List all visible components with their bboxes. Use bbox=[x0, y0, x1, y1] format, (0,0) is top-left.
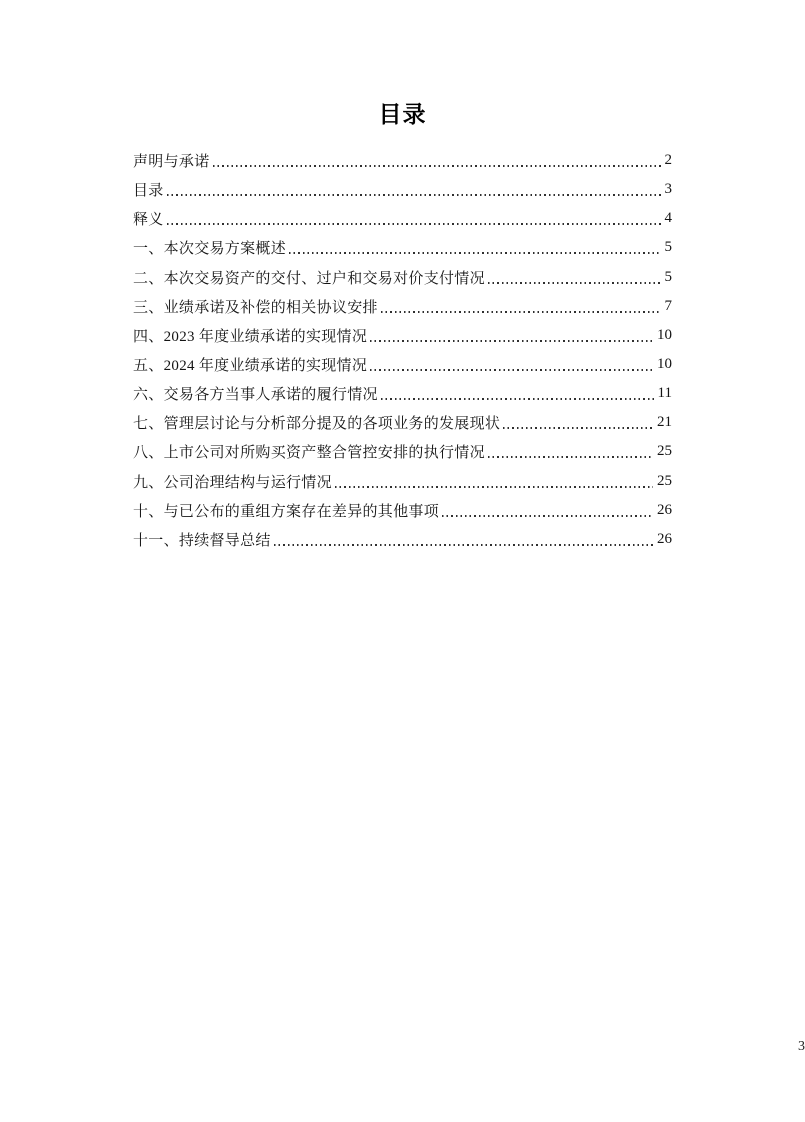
toc-entry[interactable] bbox=[133, 496, 672, 525]
toc-entry-page: 5 bbox=[664, 268, 672, 285]
toc-dot-leader bbox=[488, 456, 653, 458]
toc-dot-leader bbox=[442, 515, 653, 517]
toc-entry[interactable] bbox=[133, 204, 672, 233]
toc-entry[interactable] bbox=[133, 321, 672, 350]
toc-dot-leader bbox=[370, 369, 653, 371]
footer-page-number: 3 bbox=[798, 1039, 805, 1054]
page-title: 目录 bbox=[378, 101, 427, 127]
toc-dot-leader bbox=[167, 223, 661, 225]
toc-dot-leader bbox=[213, 165, 661, 167]
toc-entry[interactable] bbox=[133, 379, 672, 408]
toc-dot-leader bbox=[381, 311, 661, 313]
toc-entry[interactable] bbox=[133, 437, 672, 466]
toc-entry[interactable] bbox=[133, 233, 672, 262]
toc-entry[interactable] bbox=[133, 408, 672, 437]
toc-entry[interactable] bbox=[133, 350, 672, 379]
toc-entry-page: 2 bbox=[664, 152, 672, 169]
toc-entry-page: 10 bbox=[657, 326, 672, 343]
toc-dot-leader bbox=[289, 252, 660, 254]
toc-entry-page: 11 bbox=[657, 385, 672, 402]
toc-entry-page: 7 bbox=[664, 297, 672, 314]
toc-entry[interactable] bbox=[133, 525, 672, 554]
toc-entry-page: 25 bbox=[657, 472, 672, 489]
toc-entry-page: 10 bbox=[657, 356, 672, 373]
toc-dot-leader bbox=[370, 340, 653, 342]
toc-entry-label: 释义 bbox=[133, 212, 164, 229]
toc-entry-label: 八、上市公司对所购买资产整合管控安排的执行情况 bbox=[133, 445, 485, 462]
toc-entry-label: 五、2024 年度业绩承诺的实现情况 bbox=[133, 358, 368, 375]
toc-entry-page: 3 bbox=[664, 181, 672, 198]
toc-entry-page: 26 bbox=[657, 501, 672, 518]
toc-dot-leader bbox=[167, 194, 661, 196]
toc-dot-leader bbox=[335, 486, 653, 488]
toc-entry[interactable] bbox=[133, 263, 672, 292]
toc-dot-leader bbox=[274, 544, 653, 546]
toc-dot-leader bbox=[488, 282, 661, 284]
toc-entry[interactable] bbox=[133, 175, 672, 204]
toc-entry[interactable] bbox=[133, 146, 672, 175]
toc-dot-leader bbox=[503, 427, 653, 429]
toc-entry-label: 十一、持续督导总结 bbox=[133, 532, 271, 549]
toc-entry-page: 4 bbox=[664, 210, 672, 227]
toc-entry-page: 25 bbox=[657, 443, 672, 460]
toc-entry-label: 一、本次交易方案概述 bbox=[133, 241, 287, 258]
toc-entry-label: 六、交易各方当事人承诺的履行情况 bbox=[133, 387, 378, 404]
toc-entry-label: 十、与已公布的重组方案存在差异的其他事项 bbox=[133, 503, 440, 520]
toc-entry-page: 5 bbox=[664, 239, 672, 256]
toc-entry-label: 目录 bbox=[133, 183, 164, 200]
toc-entry-label: 七、管理层讨论与分析部分提及的各项业务的发展现状 bbox=[133, 416, 501, 433]
toc-entry-label: 三、业绩承诺及补偿的相关协议安排 bbox=[133, 299, 378, 316]
toc-entry-page: 26 bbox=[657, 530, 672, 547]
toc-dot-leader bbox=[381, 398, 654, 400]
toc-entry[interactable] bbox=[133, 467, 672, 496]
toc-entry-label: 九、公司治理结构与运行情况 bbox=[133, 474, 332, 491]
toc-entry-label: 声明与承诺 bbox=[133, 154, 210, 171]
toc-entry-page: 21 bbox=[657, 414, 672, 431]
content-column bbox=[133, 0, 805, 1122]
toc-entry[interactable] bbox=[133, 292, 672, 321]
toc-entry-label: 二、本次交易资产的交付、过户和交易对价支付情况 bbox=[133, 270, 485, 287]
table-of-contents bbox=[133, 146, 672, 554]
toc-entry-label: 四、2023 年度业绩承诺的实现情况 bbox=[133, 328, 368, 345]
